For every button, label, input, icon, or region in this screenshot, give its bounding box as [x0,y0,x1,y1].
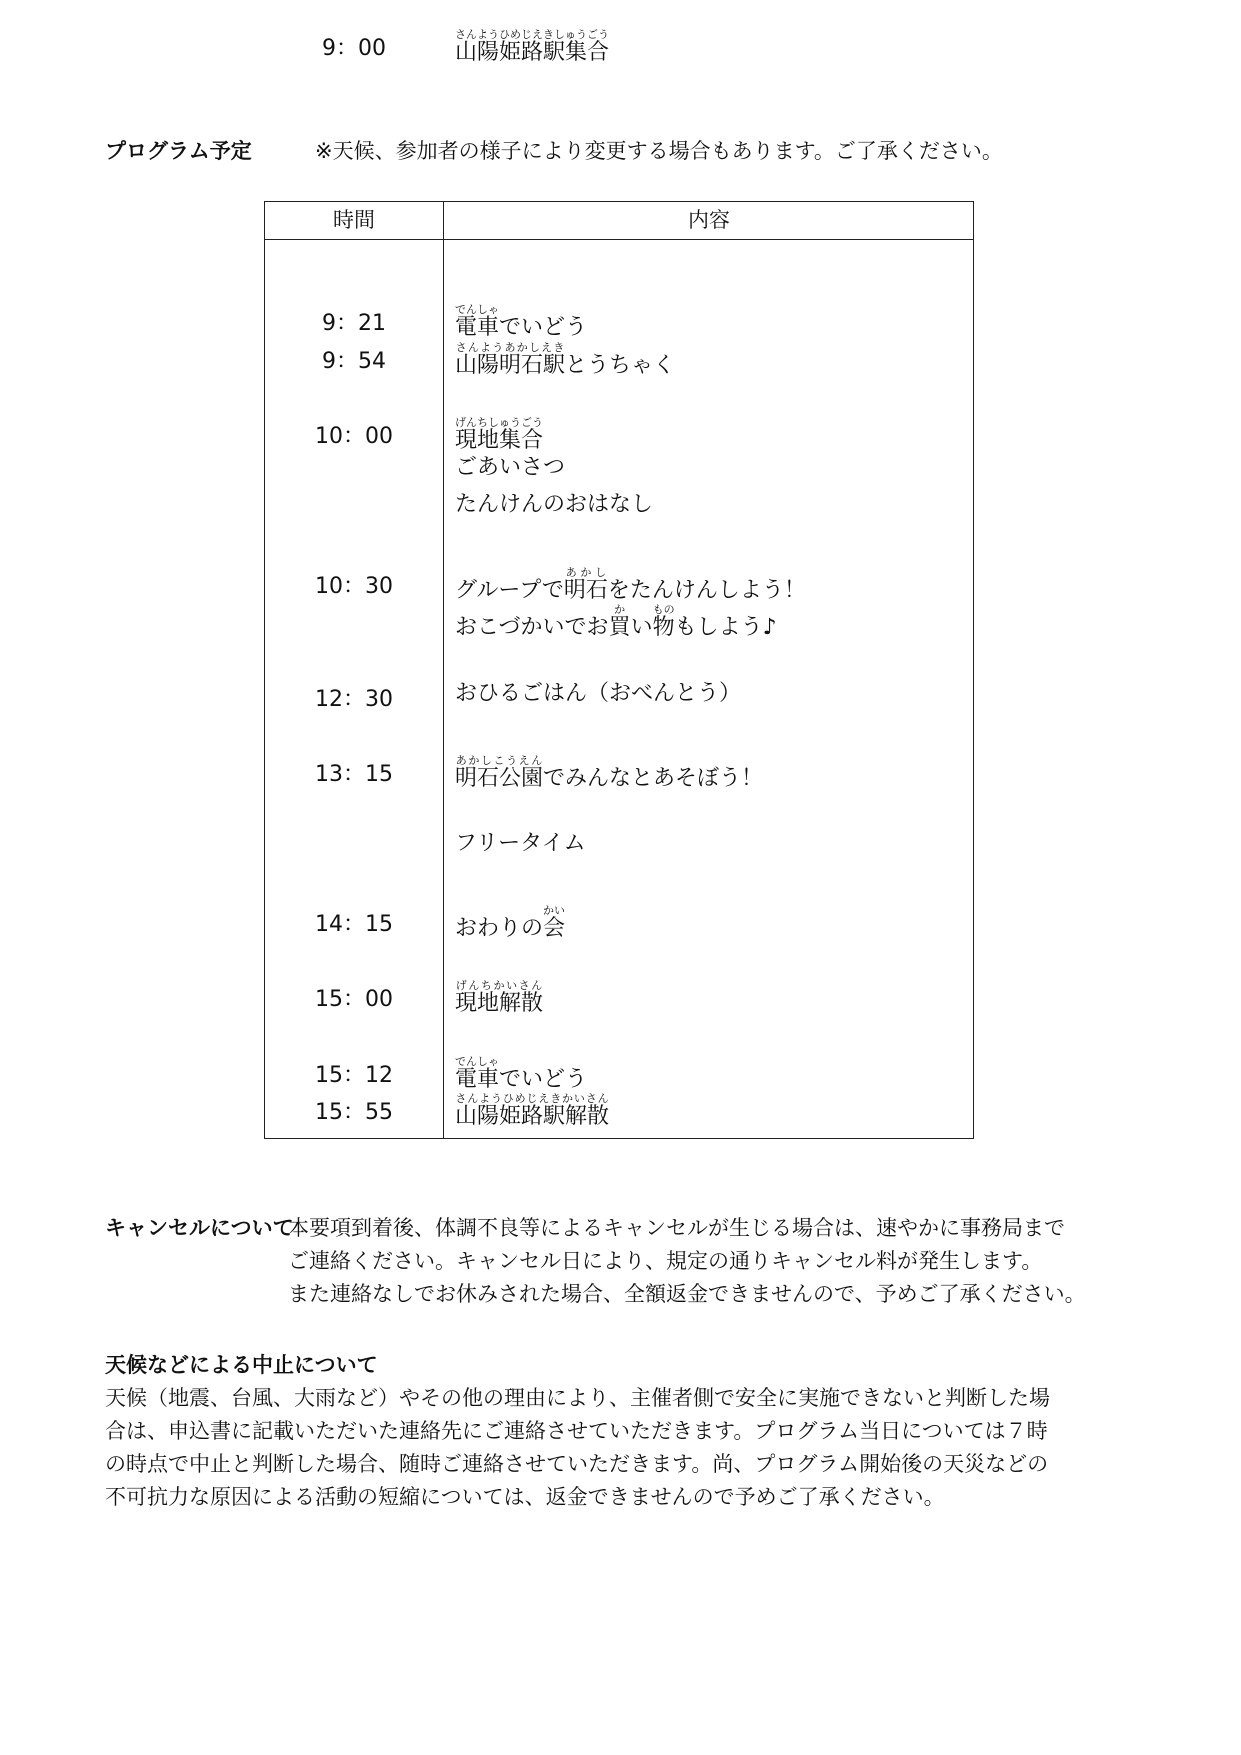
row-activity: 現地集合げんちしゅうごう [455,416,544,453]
row-time: 12：30 [315,687,393,712]
row-activity: 山陽姫路駅集合さんようひめじえきしゅうごう [455,28,610,65]
cancel-line: また連絡なしでお休みされた場合、全額返金できませんので、予めご了承ください。 [288,1282,1086,1306]
row-activity: 電車でんしゃでいどう [455,303,588,340]
row-time: 14：15 [315,912,393,937]
weather-line: 合は、申込書に記載いただいた連絡先にご連絡させていただきます。プログラム当日については７時 [105,1419,1048,1443]
row-time: 15：55 [315,1100,393,1125]
cancel-label: キャンセルについて [105,1216,294,1240]
row-activity: おわりの会かい [455,904,566,941]
program-note: ※天候、参加者の様子により変更する場合もあります。ご了承ください。 [315,139,1003,163]
row-activity: ごあいさつ [455,455,566,480]
row-activity: 山陽姫路駅解散さんようひめじえきかいさん [455,1092,610,1129]
cancel-section [105,1212,1145,1311]
program-heading: プログラム予定 [105,139,252,163]
row-activity: おひるごはん（おべんとう） [455,681,742,706]
cancel-line: 本要項到着後、体調不良等によるキャンセルが生じる場合は、速やかに事務局まで [288,1216,1065,1240]
row-activity: 電車でんしゃでいどう [455,1055,588,1092]
row-activity: 明石公園あかしこうえんでみんなとあそぼう！ [455,754,764,791]
weather-line: 天候（地震、台風、大雨など）やその他の理由により、主催者側で安全に実施できないと判断した場 [105,1386,1050,1410]
weather-line: の時点で中止と判断した場合、随時ご連絡させていただきます。尚、プログラム開始後の天災などの [105,1452,1049,1476]
weather-line: 不可抗力な原因による活動の短縮については、返金できませんので予めご了承ください。 [105,1485,945,1509]
cancel-line: ご連絡ください。キャンセル日により、規定の通りキャンセル料が発生します。 [288,1249,1043,1273]
column-divider [443,202,444,1138]
header-time: 時間 [333,208,375,232]
weather-section [105,1349,1050,1514]
row-activity: グループで明石あかしをたんけんしよう！ [455,566,806,603]
row-activity: 山陽明石駅さんようあかしえきとうちゃく [455,341,676,378]
row-activity: たんけんのおはなし [455,492,654,517]
row-time: 9：00 [322,36,386,61]
row-time: 10：00 [315,424,393,449]
row-time: 10：30 [315,574,393,599]
row-time: 13：15 [315,762,393,787]
header-content: 内容 [688,208,730,232]
row-activity: おこづかいでお買かい物ものもしよう♪ [455,603,777,640]
row-time: 15：00 [315,987,393,1012]
row-activity: 現地解散げんちかいさん [455,979,544,1016]
weather-heading: 天候などによる中止について [105,1353,378,1377]
row-time: 15：12 [315,1063,393,1088]
header-divider [265,239,973,240]
row-activity: フリータイム [455,831,586,856]
row-time: 9：54 [322,349,386,374]
row-time: 9：21 [322,311,386,336]
